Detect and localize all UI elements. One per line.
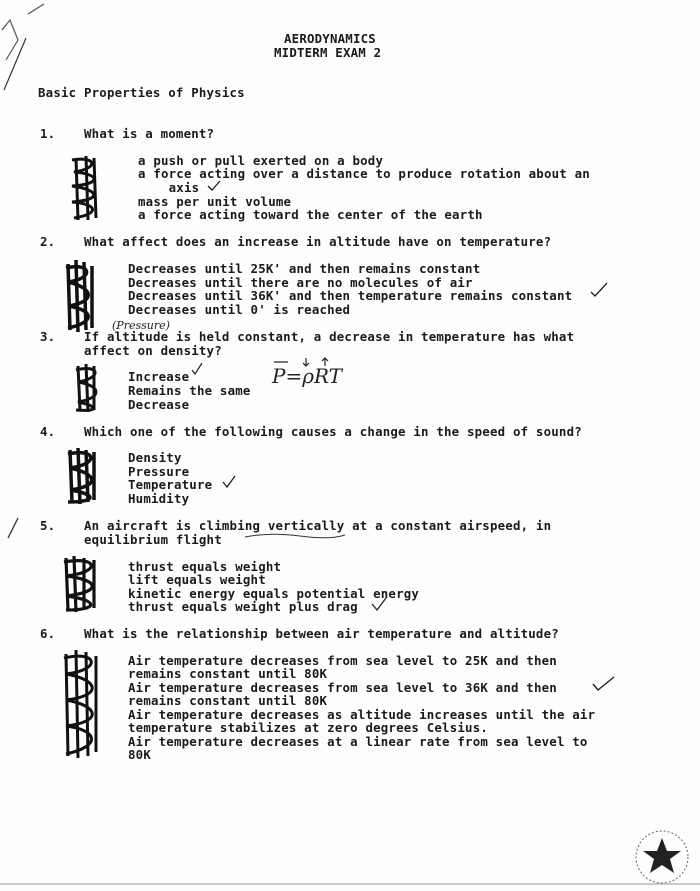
question-text: If altitude is held constant, a decrease in temperature has what	[84, 329, 575, 344]
answer-option: Temperature	[128, 477, 213, 492]
answer-option: Air temperature decreases as altitude increases until the air	[128, 707, 596, 722]
corner-smudge	[2, 4, 44, 60]
question-number: 1.	[40, 126, 56, 141]
check-mark-icon	[222, 475, 236, 489]
check-mark-icon	[590, 282, 608, 298]
question-number: 3.	[40, 329, 56, 344]
answer-option: Decreases until 0' is reached	[128, 302, 351, 317]
scribble-q4	[62, 446, 104, 506]
answer-option: remains constant until 80K	[128, 666, 328, 681]
question-text: An aircraft is climbing vertically at a constant airspeed, in	[84, 518, 552, 533]
answer-option: Humidity	[128, 491, 190, 506]
answer-option: temperature stabilizes at zero degrees Celsius.	[128, 720, 489, 735]
answer-option: kinetic energy equals potential energy	[128, 586, 420, 601]
scribble-q5	[60, 552, 106, 614]
question-text: What is the relationship between air temperature and altitude?	[84, 626, 559, 641]
question-number: 4.	[40, 424, 56, 439]
answer-option: Air temperature decreases at a linear rate from sea level to	[128, 734, 588, 749]
answer-option: Decrease	[128, 397, 190, 412]
underline-vertically	[245, 534, 345, 538]
answer-option: Air temperature decreases from sea level to 25K and then	[128, 653, 557, 668]
question-text: affect on density?	[84, 343, 222, 358]
star-stamp	[636, 831, 688, 883]
handwritten-pressure: (Pressure)	[112, 319, 170, 332]
answer-option: 80K	[128, 747, 151, 762]
exam-course-title: AERODYNAMICS	[284, 31, 376, 46]
answer-option: Density	[128, 450, 182, 465]
question-text: What affect does an increase in altitude have on temperature?	[84, 234, 552, 249]
handwritten-formula: P=ρRT	[272, 364, 343, 388]
answer-option: mass per unit volume	[138, 194, 292, 209]
answer-option: Decreases until there are no molecules of air	[128, 275, 473, 290]
question-text: What is a moment?	[84, 126, 215, 141]
answer-option: Remains the same	[128, 383, 251, 398]
answer-option: a force acting toward the center of the earth	[138, 207, 483, 222]
scribble-q1	[66, 156, 104, 222]
scribble-q6	[58, 648, 106, 760]
check-mark-icon	[207, 180, 221, 192]
answer-option: Air temperature decreases from sea level to 36K and then	[128, 680, 557, 695]
check-mark-icon	[191, 362, 203, 376]
question-text: Which one of the following causes a change in the speed of sound?	[84, 424, 582, 439]
scribble-q3	[70, 362, 106, 414]
answer-option: lift equals weight	[128, 572, 266, 587]
formula-arrows	[272, 356, 332, 368]
question-number: 5.	[40, 518, 56, 533]
answer-option: Decreases until 25K' and then remains constant	[128, 261, 481, 276]
answer-option: thrust equals weight plus drag	[128, 599, 358, 614]
answer-option: a force acting over a distance to produce rotation about an	[138, 166, 590, 181]
answer-option: remains constant until 80K	[128, 693, 328, 708]
check-mark-icon	[592, 676, 616, 694]
scribble-q2	[60, 258, 100, 334]
answer-option: axis	[138, 180, 200, 195]
section-title: Basic Properties of Physics	[38, 85, 245, 100]
question-text: equilibrium flight	[84, 532, 222, 547]
answer-option: Pressure	[128, 464, 190, 479]
answer-option: Decreases until 36K' and then temperature remains constant	[128, 288, 573, 303]
exam-midterm-title: MIDTERM EXAM 2	[274, 45, 382, 60]
check-mark-icon	[371, 597, 387, 612]
answer-option: a push or pull exerted on a body	[138, 153, 384, 168]
question-number: 6.	[40, 626, 56, 641]
answer-option: thrust equals weight	[128, 559, 282, 574]
answer-option: Increase	[128, 369, 190, 384]
question-number: 2.	[40, 234, 56, 249]
margin-slash-q5	[8, 518, 18, 538]
